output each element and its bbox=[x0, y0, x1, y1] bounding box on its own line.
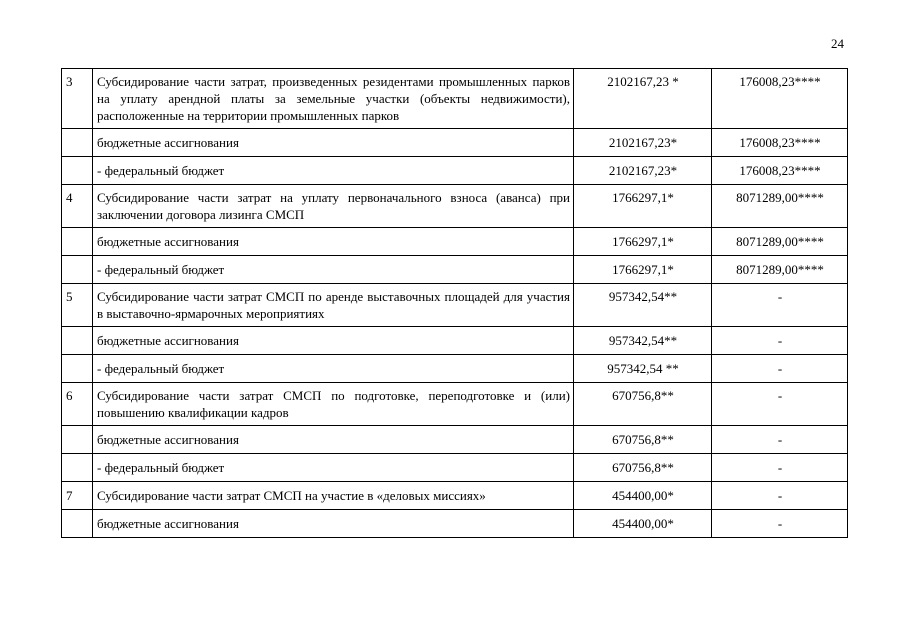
row-description: - федеральный бюджет bbox=[93, 454, 574, 482]
table-row bbox=[62, 284, 848, 327]
table-row bbox=[62, 355, 848, 383]
row-description: - федеральный бюджет bbox=[93, 157, 574, 185]
row-description: Субсидирование части затрат на уплату первоначального взноса (аванса) при заключении договора лизинга СМСП bbox=[93, 185, 574, 228]
row-description: бюджетные ассигнования bbox=[93, 327, 574, 355]
value-col-2: - bbox=[712, 510, 848, 538]
row-description: бюджетные ассигнования bbox=[93, 426, 574, 454]
value-col-2: 176008,23**** bbox=[712, 129, 848, 157]
row-description: - федеральный бюджет bbox=[93, 355, 574, 383]
value-col-1: 2102167,23* bbox=[574, 157, 712, 185]
value-col-2: - bbox=[712, 284, 848, 327]
value-col-2: - bbox=[712, 327, 848, 355]
table-row bbox=[62, 256, 848, 284]
table-row bbox=[62, 510, 848, 538]
value-col-2: 8071289,00**** bbox=[712, 256, 848, 284]
table-row bbox=[62, 69, 848, 129]
budget-table bbox=[61, 68, 848, 538]
table-row bbox=[62, 482, 848, 510]
table-row bbox=[62, 185, 848, 228]
row-number bbox=[62, 256, 93, 284]
table-row bbox=[62, 454, 848, 482]
value-col-1: 670756,8** bbox=[574, 454, 712, 482]
row-description: Субсидирование части затрат СМСП по подготовке, переподготовке и (или) повышению квалификации кадров bbox=[93, 383, 574, 426]
value-col-1: 2102167,23 * bbox=[574, 69, 712, 129]
row-description: - федеральный бюджет bbox=[93, 256, 574, 284]
row-number: 7 bbox=[62, 482, 93, 510]
row-number: 6 bbox=[62, 383, 93, 426]
row-number bbox=[62, 355, 93, 383]
value-col-1: 957342,54 ** bbox=[574, 355, 712, 383]
row-number bbox=[62, 510, 93, 538]
value-col-2: 176008,23**** bbox=[712, 157, 848, 185]
row-description: Субсидирование части затрат СМСП по аренде выставочных площадей для участия в выставочно-ярмарочных мероприятиях bbox=[93, 284, 574, 327]
table-row bbox=[62, 426, 848, 454]
row-number: 3 bbox=[62, 69, 93, 129]
value-col-2: - bbox=[712, 482, 848, 510]
value-col-1: 670756,8** bbox=[574, 383, 712, 426]
table-row bbox=[62, 383, 848, 426]
table-row bbox=[62, 157, 848, 185]
value-col-2: 176008,23**** bbox=[712, 69, 848, 129]
row-description: Субсидирование части затрат СМСП на участие в «деловых миссиях» bbox=[93, 482, 574, 510]
value-col-1: 454400,00* bbox=[574, 510, 712, 538]
value-col-2: - bbox=[712, 355, 848, 383]
row-number bbox=[62, 157, 93, 185]
row-description: бюджетные ассигнования bbox=[93, 129, 574, 157]
row-number: 4 bbox=[62, 185, 93, 228]
value-col-2: - bbox=[712, 426, 848, 454]
value-col-1: 1766297,1* bbox=[574, 228, 712, 256]
row-description: бюджетные ассигнования bbox=[93, 510, 574, 538]
table-row bbox=[62, 129, 848, 157]
value-col-1: 1766297,1* bbox=[574, 185, 712, 228]
row-number: 5 bbox=[62, 284, 93, 327]
value-col-2: - bbox=[712, 383, 848, 426]
table-row bbox=[62, 228, 848, 256]
row-number bbox=[62, 327, 93, 355]
row-number bbox=[62, 129, 93, 157]
value-col-1: 670756,8** bbox=[574, 426, 712, 454]
value-col-1: 454400,00* bbox=[574, 482, 712, 510]
row-number bbox=[62, 426, 93, 454]
page-number: 24 bbox=[831, 36, 844, 51]
value-col-2: - bbox=[712, 454, 848, 482]
row-number bbox=[62, 228, 93, 256]
row-description: Субсидирование части затрат, произведенных резидентами промышленных парков на уплату арендной платы за земельные участки (объекты недвижимости), расположенные на территории промышленных парков bbox=[93, 69, 574, 129]
table-row bbox=[62, 327, 848, 355]
value-col-1: 2102167,23* bbox=[574, 129, 712, 157]
row-description: бюджетные ассигнования bbox=[93, 228, 574, 256]
value-col-2: 8071289,00**** bbox=[712, 185, 848, 228]
value-col-1: 957342,54** bbox=[574, 284, 712, 327]
row-number bbox=[62, 454, 93, 482]
value-col-1: 1766297,1* bbox=[574, 256, 712, 284]
value-col-2: 8071289,00**** bbox=[712, 228, 848, 256]
value-col-1: 957342,54** bbox=[574, 327, 712, 355]
